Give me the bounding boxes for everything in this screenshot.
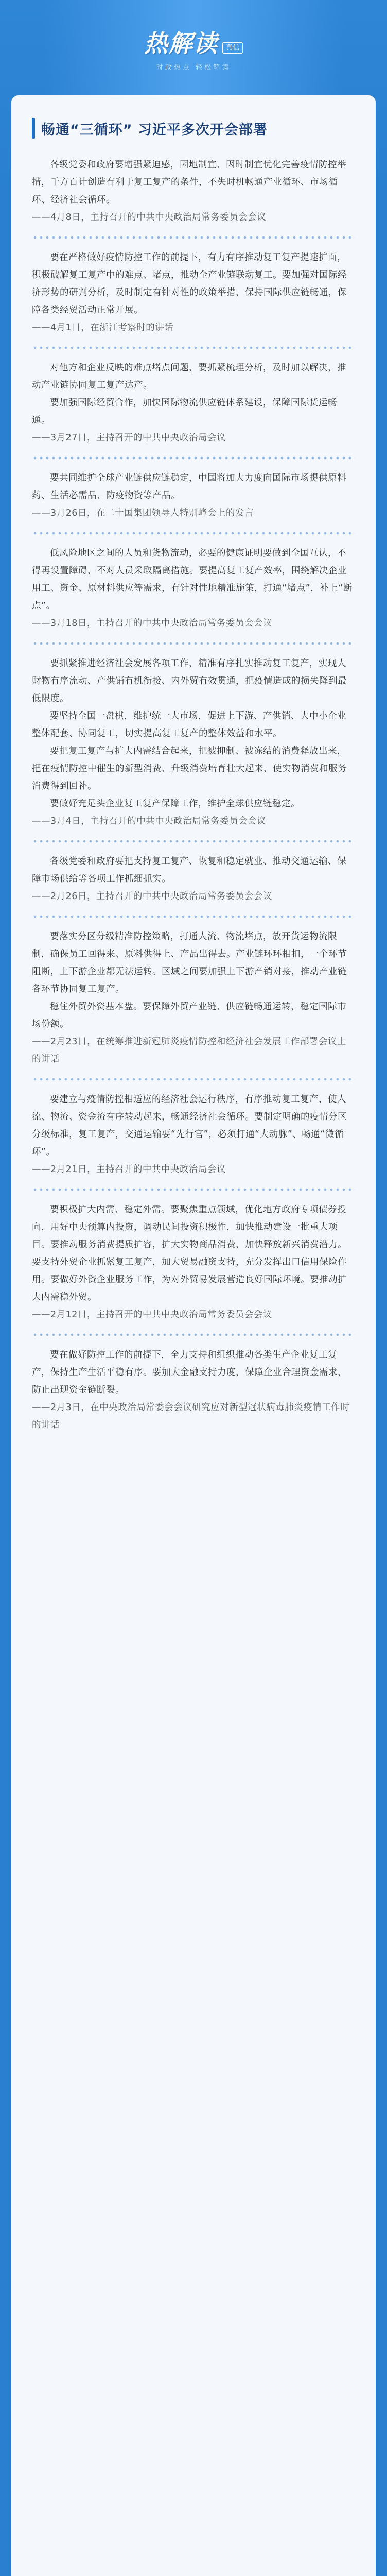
quote-paragraph: 要做好充足头企业复工复产保障工作，维护全球供应链稳定。 — [50, 799, 300, 809]
quote-source: ——3月18日，主持召开的中共中央政治局常务委员会会议 — [32, 618, 272, 629]
quote-source: ——2月21日，主持召开的中共中央政治局会议 — [32, 1164, 226, 1175]
quote-source: ——3月27日，主持召开的中共中央政治局会议 — [32, 433, 226, 443]
quote-source: ——3月4日，主持召开的中共中央政治局常务委员会会议 — [32, 816, 267, 826]
quote-source: ——2月3日，在中央政治局常委会会议研究应对新型冠状病毒肺炎疫情工作时的讲话 — [32, 1402, 350, 1430]
dotted-divider — [32, 233, 355, 242]
quote-section — [32, 853, 355, 905]
quote-source: ——2月26日，主持召开的中共中央政治局常务委员会会议 — [32, 891, 272, 902]
quote-paragraph: 要共同维护全球产业链供应链稳定，中国将加大力度向国际市场提供原料药、生活必需品、防疫物资等产品。 — [32, 473, 346, 501]
dotted-divider — [32, 912, 355, 921]
quote-paragraph: 要把复工复产与扩大内需结合起来，把被抑制、被冻结的消费释放出来，把在疫情防控中催生的新型消费、升级消费培育壮大起来，使实物消费和服务消费得到回补。 — [32, 746, 347, 791]
quote-section — [32, 1201, 355, 1324]
dotted-divider — [32, 529, 355, 537]
quote-paragraph: 各级党委和政府要增强紧迫感，因地制宜、因时制宜优化完善疫情防控举措，千方百计创造有利于复工复产的条件，不失时机畅通产业循环、市场循环、经济社会循环。 — [32, 160, 346, 205]
dotted-divider — [32, 639, 355, 648]
logo-row — [11, 25, 376, 59]
quote-paragraph: 要在严格做好疫情防控工作的前提下，有力有序推动复工复产提速扩面，积极破解复工复产中的难点、堵点，推动全产业链联动复工。要加强对国际经济形势的研判分析，及时制定有针对性的政策举措，保持国际供应链畅通，保障各类经贸活动正常开展。 — [32, 252, 347, 315]
quote-source: ——3月26日，在二十国集团领导人特别峰会上的发言 — [32, 508, 254, 518]
brand-header — [11, 25, 376, 72]
quote-paragraph: 要建立与疫情防控相适应的经济社会运行秩序，有序推动复工复产，使人流、物流、资金流有序转动起来，畅通经济社会循环。要制定明确的疫情分区分级标准，复工复产，交通运输要“先行官”，必须打通“大动脉”、畅通“微循环”。 — [32, 1094, 347, 1157]
quote-paragraph: 要加强国际经贸合作，加快国际物流供应链体系建设，保障国际货运畅通。 — [32, 398, 337, 426]
quote-source: ——4月1日，在浙江考察时的讲话 — [32, 323, 174, 333]
quote-paragraph: 各级党委和政府要把支持复工复产、恢复和稳定就业、推动交通运输、保障市场供给等各项工作抓细抓实。 — [32, 856, 346, 884]
quote-section — [32, 928, 355, 1068]
quote-section — [32, 655, 355, 830]
dotted-divider — [32, 454, 355, 462]
quote-section — [32, 545, 355, 632]
quote-paragraph: 要积极扩大内需、稳定外需。要聚焦重点领域，优化地方政府专项债券投向，用好中央预算内投资，调动民间投资积极性，加快推动建设一批重大项目。要推动服务消费提质扩容，扩大实物商品消费，加快释放新兴消费潜力。要支持外贸企业抓紧复工复产，加大贸易融资支持，充分发挥出口信用保险作用。要做好外资企业服务工作，为对外贸易发展营造良好国际环境。要推动扩大内需稳外贸。 — [32, 1205, 347, 1302]
title-accent-bar — [32, 118, 35, 139]
quote-paragraph: 对他方和企业反映的难点堵点问题，要抓紧梳理分析，及时加以解决，推动产业链协同复工复产达产。 — [32, 363, 346, 391]
column-logo: 热解读 — [144, 29, 218, 57]
quote-paragraph: 稳住外贸外资基本盘。要保障外贸产业链、供应链畅通运转，稳定国际市场份额。 — [32, 1002, 346, 1029]
quote-paragraph: 要落实分区分级精准防控策略，打通人流、物流堵点，放开货运物流限制，确保员工回得来、原料供得上、产品出得去。产业链环环相扣，一个环节阻断，上下游企业都无法运转。区域之间要加强上下游产销对接，推动产业链各环节协同复工复产。 — [32, 931, 347, 994]
article-body — [32, 156, 355, 1434]
quote-source: ——4月8日，主持召开的中共中央政治局常务委员会会议 — [32, 212, 267, 223]
article-title — [32, 118, 355, 139]
dotted-divider — [32, 837, 355, 845]
dotted-divider — [32, 1331, 355, 1339]
quote-section — [32, 469, 355, 522]
quote-paragraph: 低风险地区之间的人员和货物流动，必要的健康证明要做到全国互认，不得再设置障碍，不对人员采取隔离措施。要提高复工复产效率，围绕解决企业用工、资金、原材料供应等需求，有针对性地精准施策，打通“堵点”，补上“断点”。 — [32, 548, 353, 611]
quote-source: ——2月23日，在统筹推进新冠肺炎疫情防控和经济社会发展工作部署会议上的讲话 — [32, 1037, 346, 1064]
column-tagline: 时政热点 轻松解读 — [156, 64, 231, 72]
quote-paragraph: 要在做好防控工作的前提下，全力支持和组织推动各类生产企业复工复产，保持生产生活平稳有序。要加大金融支持力度，保障企业合理资金需求，防止出现资金链断裂。 — [32, 1350, 347, 1395]
quote-section — [32, 1091, 355, 1178]
quote-section — [32, 156, 355, 226]
quote-paragraph: 要坚持全国一盘棋，维护统一大市场，促进上下游、产供销、大中小企业整体配套、协同复工，切实提高复工复产的整体效益和水平。 — [32, 711, 346, 739]
quote-section — [32, 1346, 355, 1434]
dotted-divider — [32, 344, 355, 352]
quote-section — [32, 249, 355, 336]
dotted-divider — [32, 1075, 355, 1083]
column-logo-badge: 真信 — [222, 42, 243, 54]
article-title-text: 畅通“三循环” 习近平多次开会部署 — [41, 122, 268, 138]
quote-section — [32, 359, 355, 447]
quote-paragraph: 要抓紧推进经济社会发展各项工作，精准有序扎实推动复工复产，实现人财物有序流动、产供销有机衔接、内外贸有效贯通，把疫情造成的损失降到最低限度。 — [32, 658, 347, 704]
article-card — [11, 95, 376, 2576]
dotted-divider — [32, 1185, 355, 1194]
quote-source: ——2月12日，主持召开的中共中央政治局常务委员会会议 — [32, 1310, 272, 1320]
